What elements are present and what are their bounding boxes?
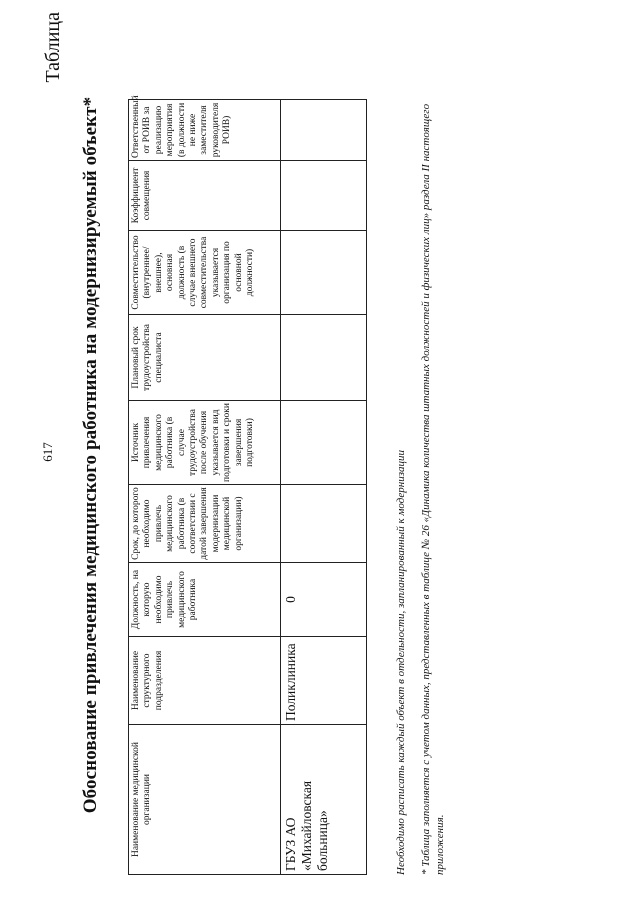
- footnote: * Таблица заполняется с учетом данных, представленных в таблице № 26 «Динамика количества штатных должностей и физических лиц» раздела II настоящего приложения.: [420, 103, 446, 875]
- header-combination: Совместительство (внутреннее/внешнее), основная должность (в случае внешнего совместительства указывается организация по основной должности): [129, 231, 281, 315]
- table-row: [281, 100, 367, 875]
- cell-position: 0: [281, 563, 367, 637]
- header-coefficient: Коэффициент совмещения: [129, 161, 281, 231]
- cell-division: Поликлиника: [281, 637, 367, 725]
- cell-responsible: [281, 100, 367, 161]
- header-deadline: Срок, до которого необходимо привлечь медицинского работника (в соответствии с датой завершения модернизации медицинской организации): [129, 485, 281, 563]
- header-responsible: Ответственный от РОИВ за реализацию мероприятия (в должности не ниже заместителя руководителя РОИВ): [129, 100, 281, 161]
- cell-combination: [281, 231, 367, 315]
- header-position: Должность, на которую необходимо привлечь медицинского работника: [129, 563, 281, 637]
- cell-organization: ГБУЗ АО «Михайловская больница»: [281, 725, 367, 875]
- table-header-row: [129, 100, 281, 875]
- table-note: Необходимо расписать каждый объект в отдельности, запланированный к модернизации: [395, 449, 407, 875]
- justification-table: [128, 95, 367, 875]
- header-planned-date: Плановый срок трудоустройства специалиста: [129, 315, 281, 401]
- header-organization: Наименование медицинской организации: [129, 725, 281, 875]
- cell-coefficient: [281, 161, 367, 231]
- header-source: Источник привлечения медицинского работника (в случае трудоустройства после обучения указывается вид подготовки и сроки завершения подготовки): [129, 401, 281, 485]
- cell-planned-date: [281, 315, 367, 401]
- cell-source: [281, 401, 367, 485]
- document-title: Обоснование привлечения медицинского работника на модернизируемый объект*: [80, 96, 101, 814]
- cell-deadline: [281, 485, 367, 563]
- header-division: Наименование структурного подразделения: [129, 637, 281, 725]
- table-label: Таблица: [42, 12, 64, 83]
- page-number: 617: [40, 442, 55, 462]
